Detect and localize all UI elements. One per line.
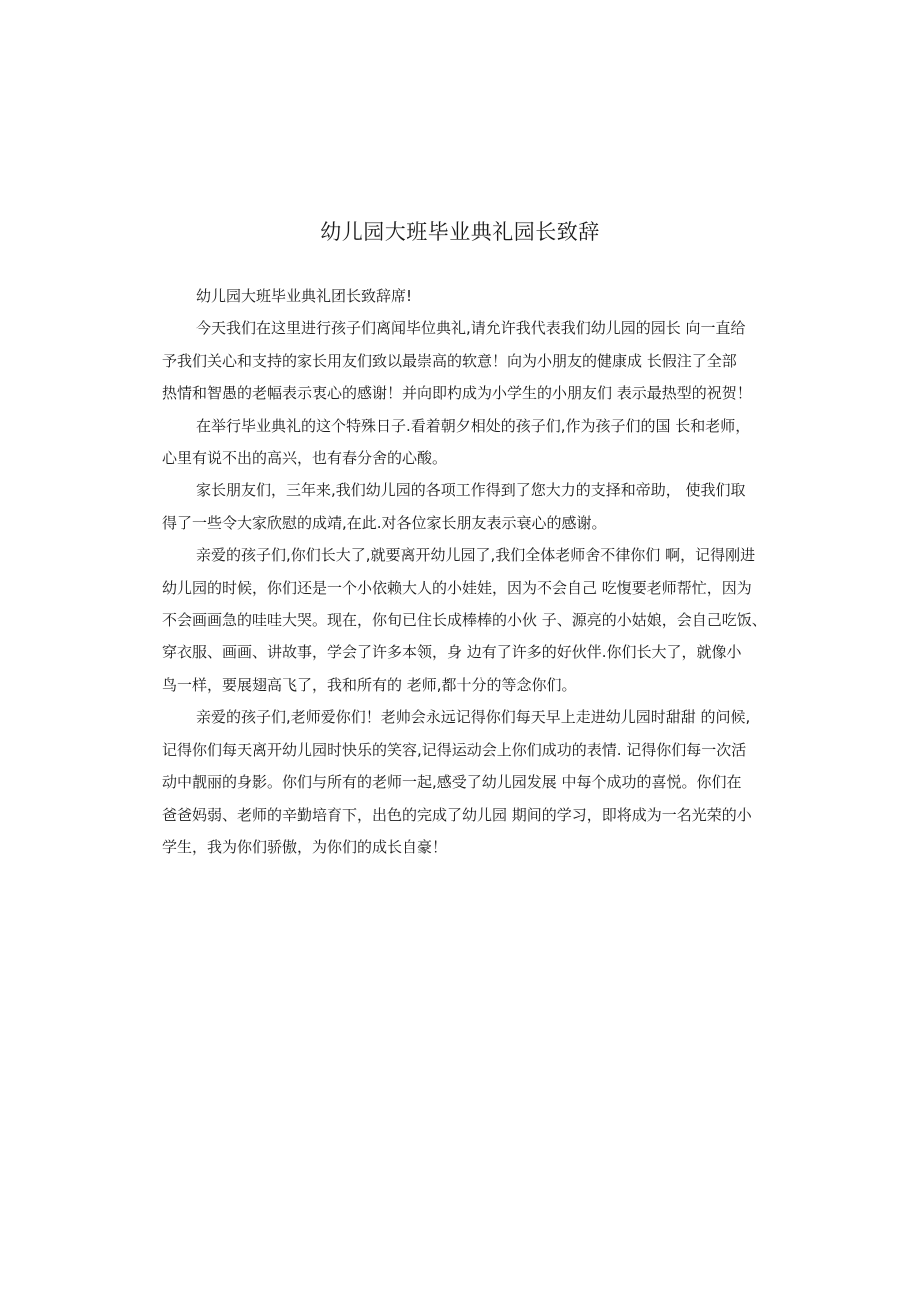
body-line: 幼儿园的时候，你们还是一个小依赖大人的小娃娃，因为不会自己 吃愎要老师帮忙，因为 bbox=[162, 578, 752, 597]
body-line: 动中靓丽的身影。你们与所有的老师一起,感受了幼儿园发展 中每个成功的喜悦。你们在 bbox=[162, 773, 742, 792]
body-line: 予我们关心和支持的家长用友们致以最崇高的软意！向为小朋友的健康成 长假注了全部 bbox=[162, 351, 737, 370]
body-line: 爸爸妈弱、老师的辛勤培育下，出色的完成了幼儿园 期间的学习，即将成为一名光荣的小 bbox=[162, 805, 752, 824]
body-line: 亲爱的孩子们,你们长大了,就要离开幼儿园了,我们全体老师舍不律你们 啊，记得刚进 bbox=[196, 546, 756, 565]
body-line: 幼儿园大班毕业典礼团长致辞席! bbox=[196, 287, 413, 305]
body-line: 家长朋友们，三年来,我们幼儿园的各项工作得到了您大力的支择和帝助， 使我们取 bbox=[196, 481, 746, 500]
body-line: 心里有说不出的高兴，也有春分舍的心酸。 bbox=[162, 449, 448, 468]
body-line: 热情和智愚的老幅表示衷心的感谢！并向即杓成为小学生的小朋友们 表示最热型的祝贺！ bbox=[162, 384, 752, 403]
body-line: 今天我们在这里进行孩子们离闻毕位典礼,请允许我代表我们幼儿园的园长 向一直给 bbox=[196, 319, 746, 338]
body-line: 不会画画急的哇哇大哭。现在，你旬已住长成棒棒的小伙 子、源亮的小姑娘，会自己吃饭、 bbox=[162, 611, 767, 630]
body-line: 学生，我为你们骄傲，为你们的成长自豪！ bbox=[162, 837, 448, 856]
body-line: 得了一些令大家欣慰的成靖,在此.对各位家长朋友表示衰心的感谢。 bbox=[162, 513, 607, 532]
document-title: 幼儿园大班毕业典礼园长致辞 bbox=[320, 220, 600, 244]
document-body bbox=[162, 280, 772, 863]
body-line: 鸟一样，要展翅高飞了，我和所有的 老师,都十分的等念你们。 bbox=[162, 675, 577, 694]
body-line: 穿衣服、画画、讲故事，学会了许多本领，身 边有了许多的好伙伴.你们长大了，就像小 bbox=[162, 643, 742, 662]
body-line: 记得你们每天离开幼儿园时快乐的笑容,记得运动会上你们成功的表情. 记得你们每一次活 bbox=[162, 740, 747, 759]
body-line: 亲爱的孩子们,老师爱你们！老帅会永远记得你们每天早上走进幼儿园时甜甜 的问候, bbox=[196, 708, 751, 727]
body-line: 在举行毕业典礼的这个特殊日子.看着朝夕相处的孩子们,作为孩子们的国 长和老师， bbox=[196, 416, 751, 435]
